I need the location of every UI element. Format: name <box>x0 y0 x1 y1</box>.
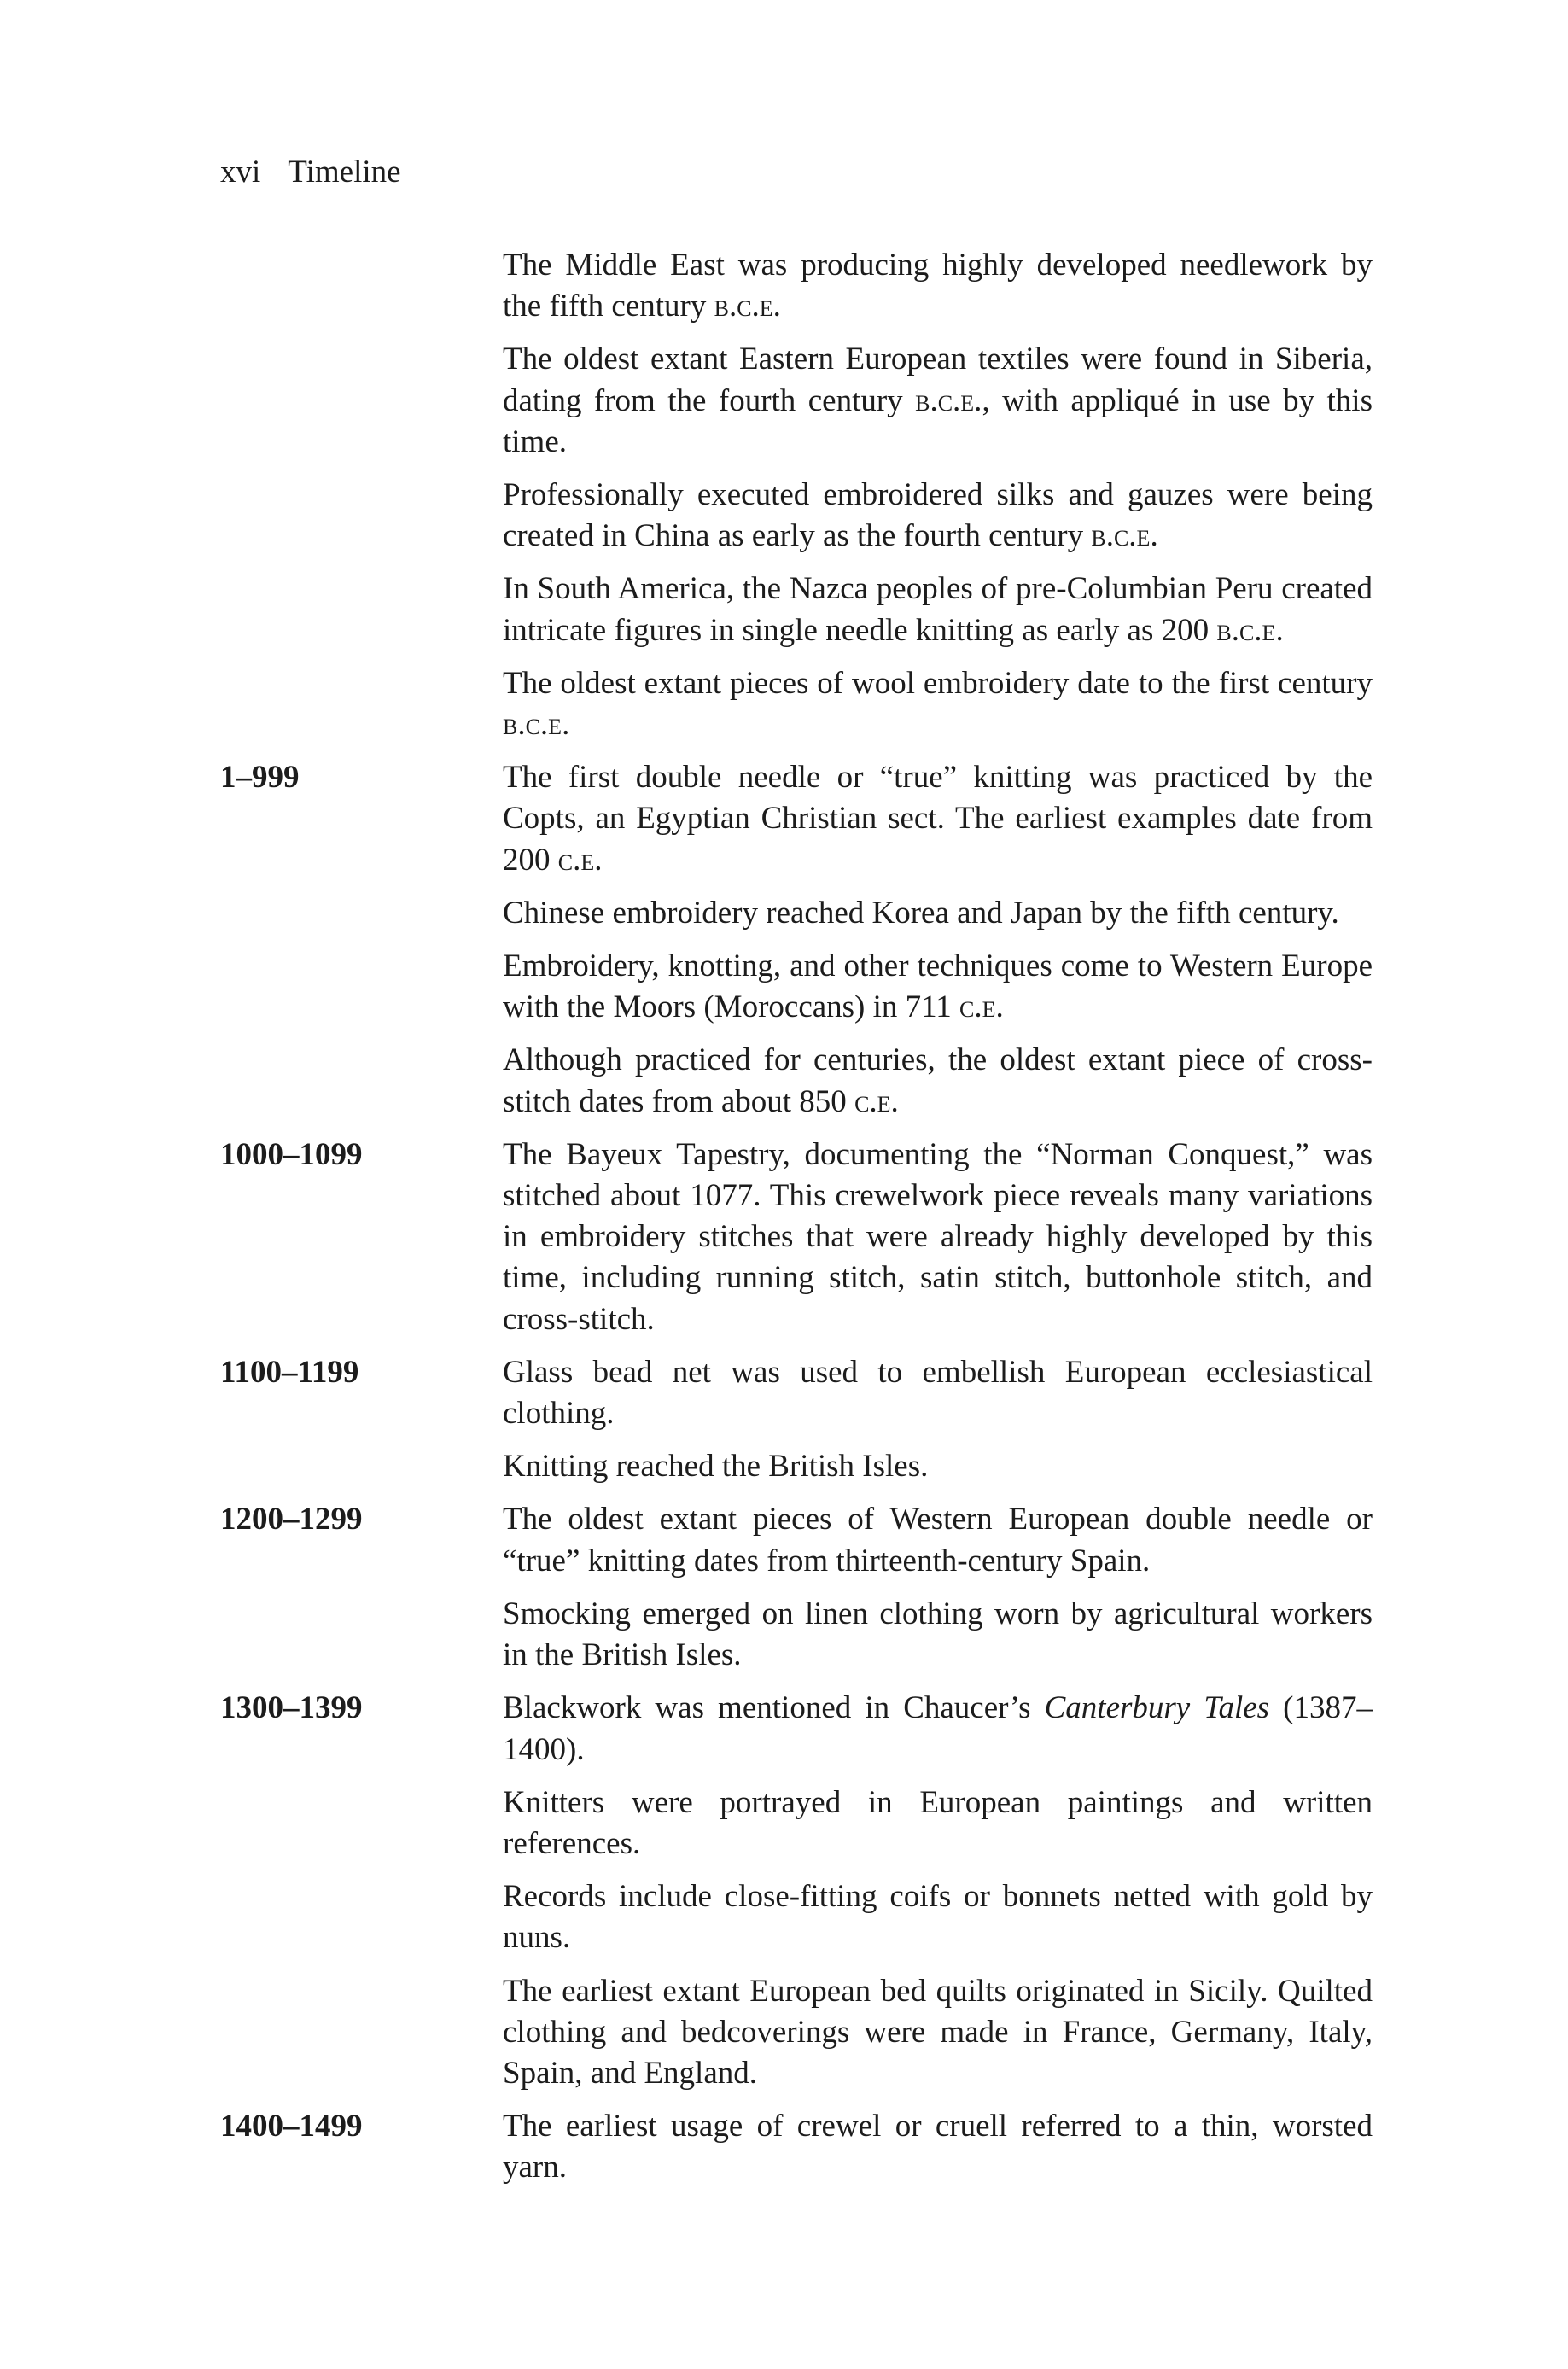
period-label: 1100–1199 <box>220 1354 359 1390</box>
timeline-entry: The oldest extant pieces of Western European double needle or “true” knitting dates from thirteenth-century Spain. <box>503 1502 1373 1578</box>
timeline-entry: Glass bead net was used to embellish European ecclesiastical clothing. <box>503 1354 1373 1432</box>
timeline-entry: Blackwork was mentioned in Chaucer’s Canterbury Tales (1387–1400). <box>503 1690 1373 1767</box>
timeline-period <box>220 1688 1373 2106</box>
period-label: 1000–1099 <box>220 1136 363 1172</box>
timeline-entry: Professionally executed embroidered silks and gauzes were being created in China as early as the fourth century b.c.e. <box>503 477 1373 554</box>
timeline-entry: The earliest usage of crewel or cruell referred to a thin, worsted yarn. <box>503 2109 1373 2185</box>
timeline-entry: Smocking emerged on linen clothing worn by agricultural workers in the British Isles. <box>503 1596 1373 1673</box>
timeline <box>220 245 1373 2201</box>
timeline-entry: Embroidery, knotting, and other techniques come to Western Europe with the Moors (Moroccans) in 711 c.e. <box>503 948 1373 1025</box>
timeline-entry: Knitters were portrayed in European paintings and written references. <box>503 1784 1373 1861</box>
period-entries <box>503 245 1373 757</box>
timeline-entry: Although practiced for centuries, the oldest extant piece of cross-stitch dates from about 850 c.e. <box>503 1042 1373 1119</box>
period-label: 1300–1399 <box>220 1690 363 1726</box>
timeline-period <box>220 757 1373 1135</box>
period-entries <box>503 1135 1373 1352</box>
period-entries <box>503 757 1373 1135</box>
timeline-entry: The oldest extant Eastern European textiles were found in Siberia, dating from the fourth century b.c.e., with appliqué in use by this time. <box>503 341 1373 459</box>
timeline-entry: The earliest extant European bed quilts originated in Sicily. Quilted clothing and bedcoverings were made in France, Germany, Italy, Spain, and England. <box>503 1973 1373 2091</box>
timeline-entry: The first double needle or “true” knitting was practiced by the Copts, an Egyptian Christian sect. The earliest examples date from 200 c.e. <box>503 760 1373 878</box>
period-label: 1–999 <box>220 760 300 796</box>
timeline-entry: The oldest extant pieces of wool embroidery date to the first century b.c.e. <box>503 665 1373 743</box>
timeline-period <box>220 2106 1373 2200</box>
running-head <box>220 152 401 193</box>
timeline-period <box>220 1352 1373 1500</box>
timeline-entry: The Middle East was producing highly developed needlework by the fifth century b.c.e. <box>503 248 1373 324</box>
timeline-period <box>220 1135 1373 1352</box>
timeline-entry: Records include close-fitting coifs or bonnets netted with gold by nuns. <box>503 1879 1373 1956</box>
timeline-entry: Knitting reached the British Isles. <box>503 1449 929 1485</box>
timeline-period <box>220 1499 1373 1688</box>
period-entries <box>503 2106 1373 2200</box>
period-entries <box>503 1352 1373 1500</box>
period-entries <box>503 1688 1373 2106</box>
timeline-entry: Chinese embroidery reached Korea and Japan by the fifth century. <box>503 895 1339 931</box>
timeline-entry: In South America, the Nazca peoples of pre-Columbian Peru created intricate figures in single needle knitting as early as 200 b.c.e. <box>503 571 1373 648</box>
period-label: 1400–1499 <box>220 2109 363 2144</box>
period-entries <box>503 1499 1373 1688</box>
timeline-entry: The Bayeux Tapestry, documenting the “Norman Conquest,” was stitched about 1077. This crewelwork piece reveals many variations in embroidery stitches that were already highly developed by this time, including running stitch, satin stitch, buttonhole stitch, and cross-stitch. <box>503 1136 1373 1337</box>
page-number: xvi <box>220 155 261 190</box>
timeline-period <box>220 245 1373 757</box>
period-label: 1200–1299 <box>220 1502 363 1538</box>
section-title: Timeline <box>288 155 401 190</box>
